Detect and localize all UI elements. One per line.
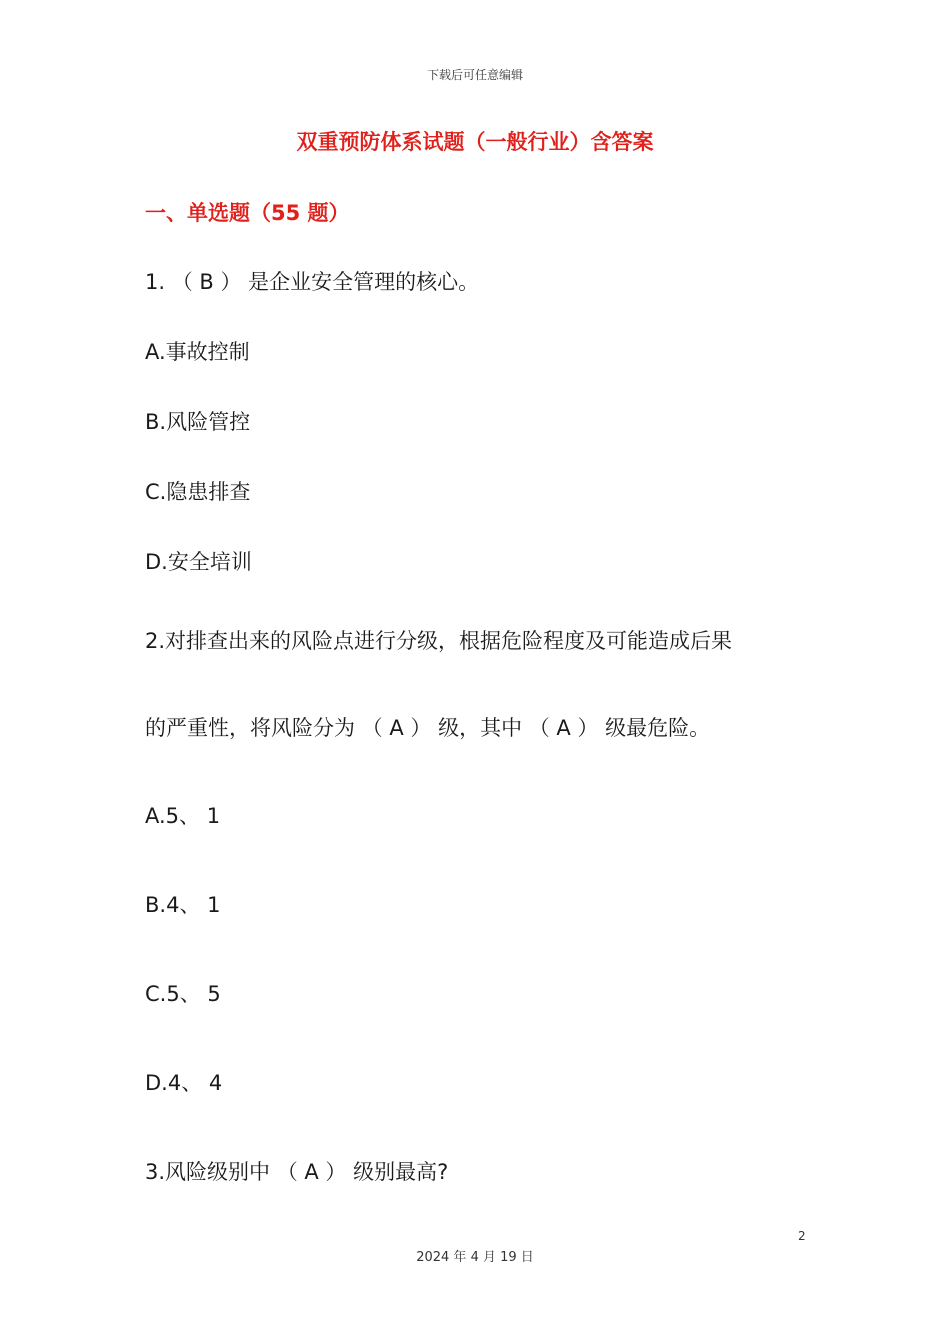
question-2-option-b: B.4、 1: [145, 893, 221, 917]
question-1-option-b: B.风险管控: [145, 410, 251, 434]
question-1-option-d: D.安全培训: [145, 550, 252, 574]
section-heading: 一、单选题（55 题）: [145, 201, 350, 225]
document-title: 双重预防体系试题（一般行业）含答案: [296, 130, 654, 154]
page-number: 2: [798, 1229, 806, 1243]
question-2-option-c: C.5、 5: [145, 982, 221, 1006]
question-2-stem-line-1: 2.对排查出来的风险点进行分级，根据危险程度及可能造成后果: [145, 629, 733, 653]
question-1-stem: 1. （ B ） 是企业安全管理的核心。: [145, 270, 480, 294]
question-1-option-a: A.事故控制: [145, 340, 250, 364]
question-3-stem: 3.风险级别中 （ A ） 级别最高?: [145, 1160, 449, 1184]
question-1-option-c: C.隐患排查: [145, 480, 251, 504]
page-header: 下载后可任意编辑: [426, 68, 523, 82]
question-2-option-d: D.4、 4: [145, 1071, 223, 1095]
question-2-option-a: A.5、 1: [145, 804, 221, 828]
question-2-stem-line-2: 的严重性，将风险分为 （ A ） 级，其中 （ A ） 级最危险。: [145, 716, 711, 740]
page-footer-date: 2024 年 4 月 19 日: [416, 1250, 534, 1265]
